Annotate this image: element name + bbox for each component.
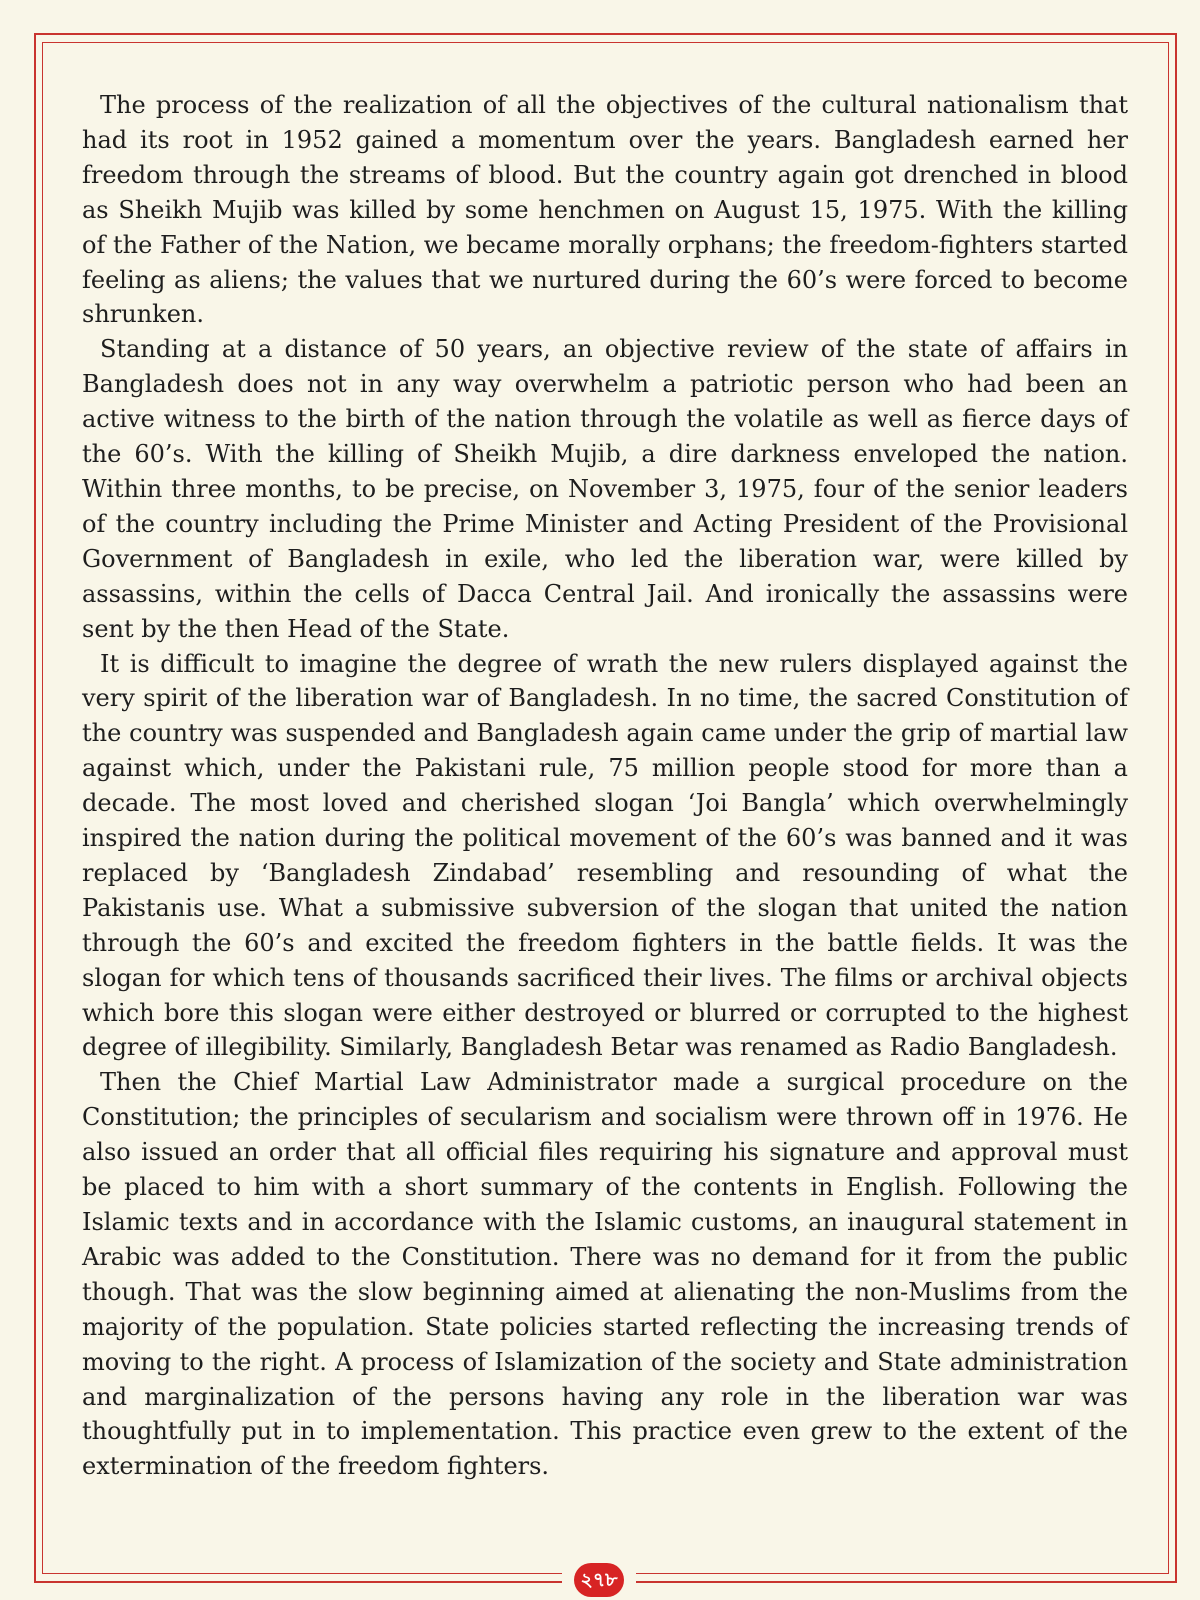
paragraph-4: Then the Chief Martial Law Administrator made a surgical procedure on the Constitution; the principles of secularism and socialism were thrown off in 1976. He also issued an order that all official files requiring his signature and approval must be placed to him with a short summary of the contents in English. Following the Islamic texts and in accordance with the Islamic customs, an inaugural statement in Arabic was added to the Constitution. There was no demand for it from the public though. That was the slow beginning aimed at alienating the non-Muslims from the majority of the population. State policies started reflecting the increasing trends of moving to the right. A process of Islamization of the society and State administration and marginalization of the persons having any role in the liberation war was thoughtfully put in to implementation. This practice even grew to the extent of the extermination of the freedom fighters.	[82, 1068, 1128, 1481]
body-text	[82, 88, 1128, 1484]
paragraph-3: It is difficult to imagine the degree of wrath the new rulers displayed against the very spirit of the liberation war of Bangladesh. In no time, the sacred Constitution of the country was suspended and Bangladesh again came under the grip of martial law against which, under the Pakistani rule, 75 million people stood for more than a decade. The most loved and cherished slogan ‘Joi Bangla’ which overwhelmingly inspired the nation during the political movement of the 60’s was banned and it was replaced by ‘Bangladesh Zindabad’ resembling and resounding of what the Pakistanis use. What a submissive subversion of the slogan that united the nation through the 60’s and excited the freedom fighters in the battle fields. It was the slogan for which tens of thousands sacrificed their lives. The films or archival objects which bore this slogan were either destroyed or blurred or corrupted to the highest degree of illegibility. Similarly, Bangladesh Betar was renamed as Radio Bangladesh.	[82, 649, 1128, 1062]
paragraph-2: Standing at a distance of 50 years, an objective review of the state of affairs in Bangladesh does not in any way overwhelm a patriotic person who had been an active witness to the birth of the nation through the volatile as well as fierce days of the 60’s. With the killing of Sheikh Mujib, a dire darkness enveloped the nation. Within three months, to be precise, on November 3, 1975, four of the senior leaders of the country including the Prime Minister and Acting President of the Provisional Government of Bangladesh in exile, who led the liberation war, were killed by assassins, within the cells of Dacca Central Jail. And ironically the assassins were sent by the then Head of the State.	[82, 335, 1128, 643]
page-number-badge: ২৭৮	[574, 1563, 624, 1597]
paragraph-1: The process of the realization of all the objectives of the cultural nationalism that had its root in 1952 gained a momentum over the years. Bangladesh earned her freedom through the streams of blood. But the country again got drenched in blood as Sheikh Mujib was killed by some henchmen on August 15, 1975. With the killing of the Father of the Nation, we became morally orphans; the freedom-fighters started feeling as aliens; the values that we nurtured during the 60’s were forced to become shrunken.	[82, 91, 1128, 329]
